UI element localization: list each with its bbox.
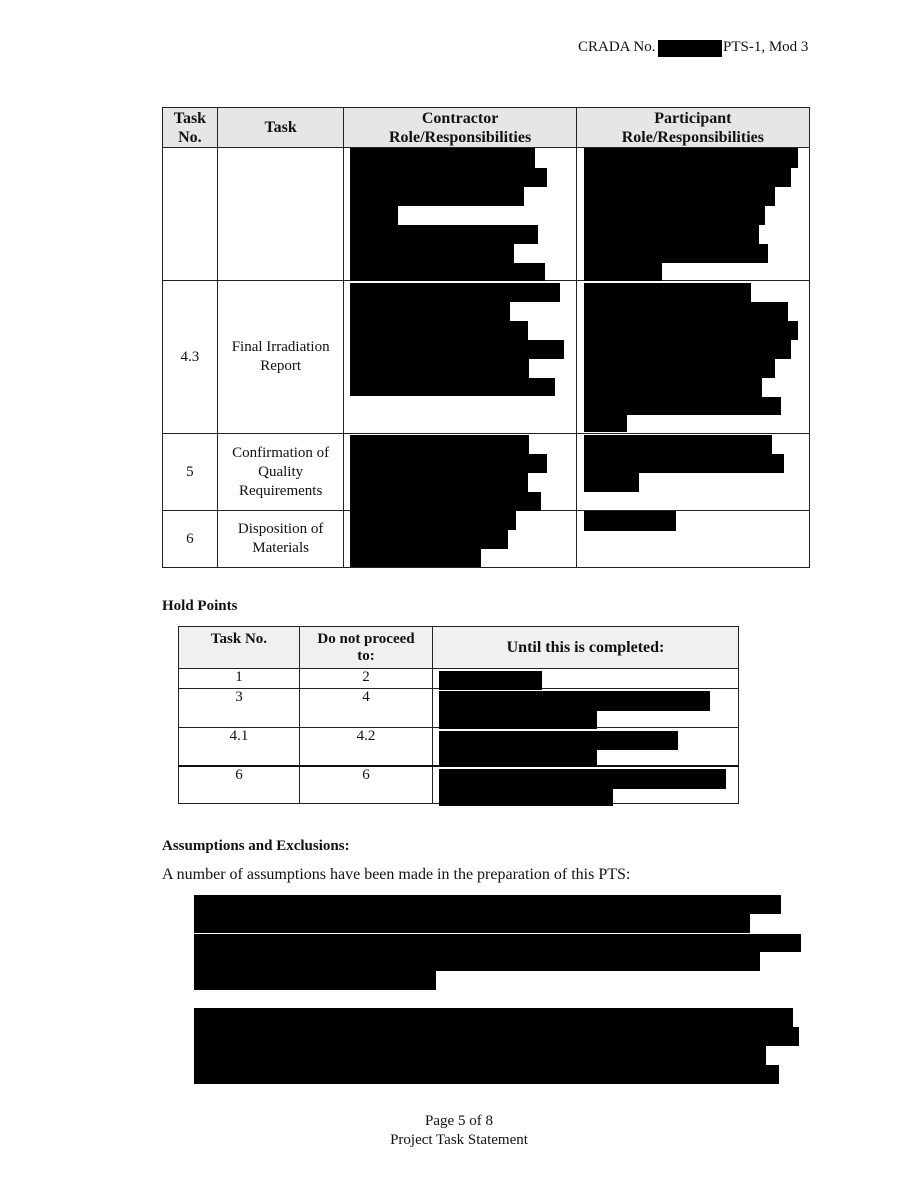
hold-do-not-proceed-cell: 4.2: [300, 728, 433, 766]
redaction-block: [584, 473, 639, 492]
header-hold-task-no: Task No.: [179, 627, 300, 669]
redaction-block: [584, 148, 798, 168]
redaction-block: [194, 1046, 766, 1065]
redaction-block: [194, 1027, 799, 1046]
redaction-block: [350, 473, 528, 492]
redaction-block: [350, 206, 398, 225]
redaction-block: [194, 934, 801, 952]
redaction-block: [350, 321, 528, 340]
redaction-block: [194, 952, 760, 971]
header-do-not-proceed: [300, 627, 433, 669]
header-contractor-line2: Role/Responsibilities: [388, 128, 532, 146]
redaction-block: [584, 263, 662, 281]
header-do-not-proceed-line2: to:: [357, 648, 375, 664]
hold-task-no-cell: 3: [179, 689, 300, 728]
hold-task-no-cell: 6: [179, 766, 300, 804]
task-name-cell: [217, 281, 344, 434]
redaction-block: [584, 225, 759, 244]
redaction-block: [584, 511, 676, 531]
redaction-block: [584, 415, 627, 432]
header-until-completed: Until this is completed:: [433, 627, 739, 669]
crada-suffix: PTS-1, Mod 3: [723, 39, 809, 55]
assumptions-intro: A number of assumptions have been made in the preparation of this PTS:: [162, 866, 631, 883]
redaction-block: [350, 530, 508, 549]
redaction-block: [350, 492, 541, 511]
task-name-cell: [217, 434, 344, 511]
header-task-no-line1: Task: [173, 109, 207, 127]
hold-do-not-proceed-cell: 2: [300, 669, 433, 689]
task-name-line: Report: [260, 358, 302, 374]
header-do-not-proceed-line1: Do not proceed: [317, 631, 415, 647]
redaction-block: [584, 454, 784, 473]
crada-label: CRADA No.: [578, 39, 656, 55]
header-task-no-line2: No.: [178, 128, 202, 146]
redaction-block: [194, 1008, 793, 1027]
redaction-block: [584, 321, 798, 340]
redaction-block: [584, 302, 788, 321]
redaction-block: [439, 769, 726, 789]
redaction-block: [350, 244, 514, 263]
task-no-cell: 4.3: [163, 281, 218, 434]
redacted-crada-number: [658, 40, 722, 57]
hold-task-no-cell: 4.1: [179, 728, 300, 766]
redaction-block: [350, 435, 529, 454]
task-name-line: Materials: [252, 540, 309, 556]
redaction-block: [439, 671, 542, 690]
task-no-cell: 6: [163, 511, 218, 568]
task-name-line: Final Irradiation: [231, 339, 330, 355]
task-name-cell: [217, 511, 344, 568]
redaction-block: [350, 359, 529, 378]
redaction-block: [439, 750, 597, 767]
redaction-block: [439, 711, 597, 729]
redaction-block: [584, 283, 751, 302]
redaction-block: [584, 435, 772, 454]
header-participant: [576, 108, 809, 148]
task-name-line: Confirmation of: [232, 444, 330, 461]
redaction-block: [584, 340, 791, 359]
redaction-block: [350, 263, 545, 281]
redaction-block: [584, 359, 775, 378]
redaction-block: [194, 914, 750, 933]
page-number: Page 5 of 8: [425, 1113, 493, 1129]
redaction-block: [584, 244, 768, 263]
redaction-block: [350, 378, 555, 396]
redaction-block: [194, 971, 436, 990]
task-table-header-row: [163, 108, 810, 148]
footer-title: Project Task Statement: [390, 1132, 528, 1148]
redaction-block: [584, 397, 781, 415]
hold-do-not-proceed-cell: 6: [300, 766, 433, 804]
redaction-block: [439, 789, 613, 806]
task-name-line: Requirements: [238, 482, 323, 499]
redaction-block: [350, 187, 524, 206]
header-task: Task: [217, 108, 344, 148]
redaction-block: [350, 549, 481, 567]
header-contractor-line1: Contractor: [421, 109, 499, 127]
hold-points-header-row: [179, 627, 739, 669]
hold-do-not-proceed-cell: 4: [300, 689, 433, 728]
task-name-line: Quality: [258, 463, 304, 480]
redaction-block: [439, 691, 710, 711]
header-participant-line2: Role/Responsibilities: [621, 128, 764, 146]
redaction-block: [350, 302, 510, 321]
hold-task-no-cell: 1: [179, 669, 300, 689]
task-name-line: Disposition of: [237, 521, 324, 537]
redaction-block: [584, 187, 775, 206]
redaction-block: [584, 206, 765, 225]
header-task-no: [163, 108, 218, 148]
hold-points-heading: Hold Points: [162, 598, 238, 614]
assumptions-heading: Assumptions and Exclusions:: [162, 838, 350, 854]
header-participant-line1: Participant: [654, 109, 732, 127]
redaction-block: [350, 168, 547, 187]
task-no-cell: 5: [163, 434, 218, 511]
task-no-cell: [163, 148, 218, 281]
redaction-block: [584, 168, 791, 187]
redaction-block: [350, 225, 538, 244]
task-name-cell: [217, 148, 344, 281]
redaction-block: [350, 454, 547, 473]
redaction-block: [439, 731, 678, 750]
redaction-block: [350, 283, 560, 302]
redaction-block: [350, 148, 535, 168]
header-contractor: [344, 108, 576, 148]
redaction-block: [350, 511, 516, 530]
redaction-block: [194, 1065, 779, 1084]
redaction-block: [350, 340, 564, 359]
redaction-block: [584, 378, 762, 397]
redaction-block: [194, 895, 781, 914]
